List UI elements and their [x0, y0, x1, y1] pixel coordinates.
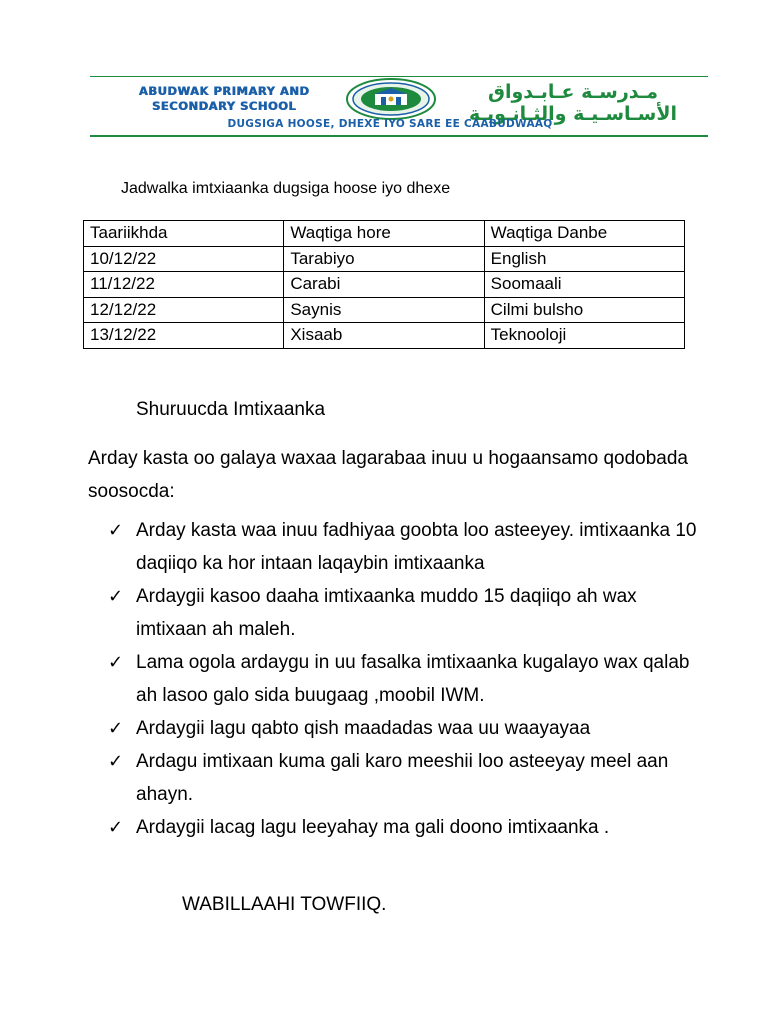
- afternoon-subject-cell: Cilmi bulsho: [484, 297, 684, 323]
- date-cell: 12/12/22: [84, 297, 284, 323]
- checkmark-icon: ✓: [108, 652, 124, 673]
- checkmark-icon: ✓: [108, 586, 124, 607]
- letterhead-top-rule: [90, 76, 708, 77]
- rules-title: Shuruucda Imtixaanka: [136, 399, 326, 420]
- school-name-ar-line1: مـدرسـة عـابـدواق: [487, 81, 658, 103]
- letterhead-bottom-rule: [90, 135, 708, 137]
- rule-text: Ardaygii lacag lagu leeyahay ma gali doono imtixaanka .: [136, 817, 610, 838]
- school-tagline: DUGSIGA HOOSE, DHEXE IYO SARE EE CAABUDWAAQ: [227, 118, 553, 130]
- rules-intro: Arday kasta oo galaya waxaa lagarabaa inuu u hogaansamo qodobada soosocda:: [88, 448, 689, 502]
- date-cell: 13/12/22: [84, 323, 284, 349]
- afternoon-subject-cell: English: [484, 246, 684, 272]
- checkmark-icon: ✓: [108, 520, 124, 541]
- table-row: [84, 323, 685, 349]
- rule-text: Lama ogola ardaygu in uu fasalka imtixaanka kugalayo wax qalab ah lasoo galo sida buugaag ,moobil IWM.: [136, 652, 690, 706]
- morning-subject-cell: Saynis: [284, 297, 484, 323]
- school-name-en-line2: SECONDARY SCHOOL: [151, 99, 297, 113]
- morning-subject-cell: Carabi: [284, 272, 484, 298]
- list-item: [104, 712, 704, 745]
- afternoon-subject-cell: Soomaali: [484, 272, 684, 298]
- school-crest-icon: [345, 78, 437, 120]
- table-row: [84, 246, 685, 272]
- date-cell: 10/12/22: [84, 246, 284, 272]
- rules-list: [104, 514, 704, 844]
- table-row: [84, 272, 685, 298]
- schedule-intro: Jadwalka imtxiaanka dugsiga hoose iyo dhexe: [121, 180, 451, 197]
- checkmark-icon: ✓: [108, 751, 124, 772]
- school-name-english: [104, 84, 344, 114]
- list-item: [104, 811, 704, 844]
- header-cell: Waqtiga Danbe: [484, 221, 684, 247]
- letterhead: [90, 74, 708, 138]
- morning-subject-cell: Xisaab: [284, 323, 484, 349]
- rule-text: Ardaygii kasoo daaha imtixaanka muddo 15 daqiiqo ah wax imtixaan ah maleh.: [136, 586, 637, 640]
- rule-text: Ardagu imtixaan kuma gali karo meeshii loo asteeyay meel aan ahayn.: [136, 751, 669, 805]
- table-row: [84, 297, 685, 323]
- closing-remark: WABILLAAHI TOWFIIQ.: [182, 894, 387, 915]
- school-name-ar-line2: الأسـاسـيـة والثـانـويـة: [468, 103, 678, 125]
- list-item: [104, 580, 704, 646]
- school-name-en-line1: ABUDWAK PRIMARY AND: [138, 84, 310, 98]
- rule-text: Ardaygii lagu qabto qish maadadas waa uu waayayaa: [136, 718, 591, 739]
- table-header-row: [84, 221, 685, 247]
- rule-text: Arday kasta waa inuu fadhiyaa goobta loo asteeyey. imtixaanka 10 daqiiqo ka hor intaan laqaybin imtixaanka: [136, 520, 697, 574]
- header-cell: Waqtiga hore: [284, 221, 484, 247]
- afternoon-subject-cell: Teknooloji: [484, 323, 684, 349]
- checkmark-icon: ✓: [108, 817, 124, 838]
- list-item: [104, 646, 704, 712]
- header-cell: Taariikhda: [84, 221, 284, 247]
- date-cell: 11/12/22: [84, 272, 284, 298]
- morning-subject-cell: Tarabiyo: [284, 246, 484, 272]
- list-item: [104, 745, 704, 811]
- list-item: [104, 514, 704, 580]
- exam-schedule-table: [83, 220, 685, 349]
- checkmark-icon: ✓: [108, 718, 124, 739]
